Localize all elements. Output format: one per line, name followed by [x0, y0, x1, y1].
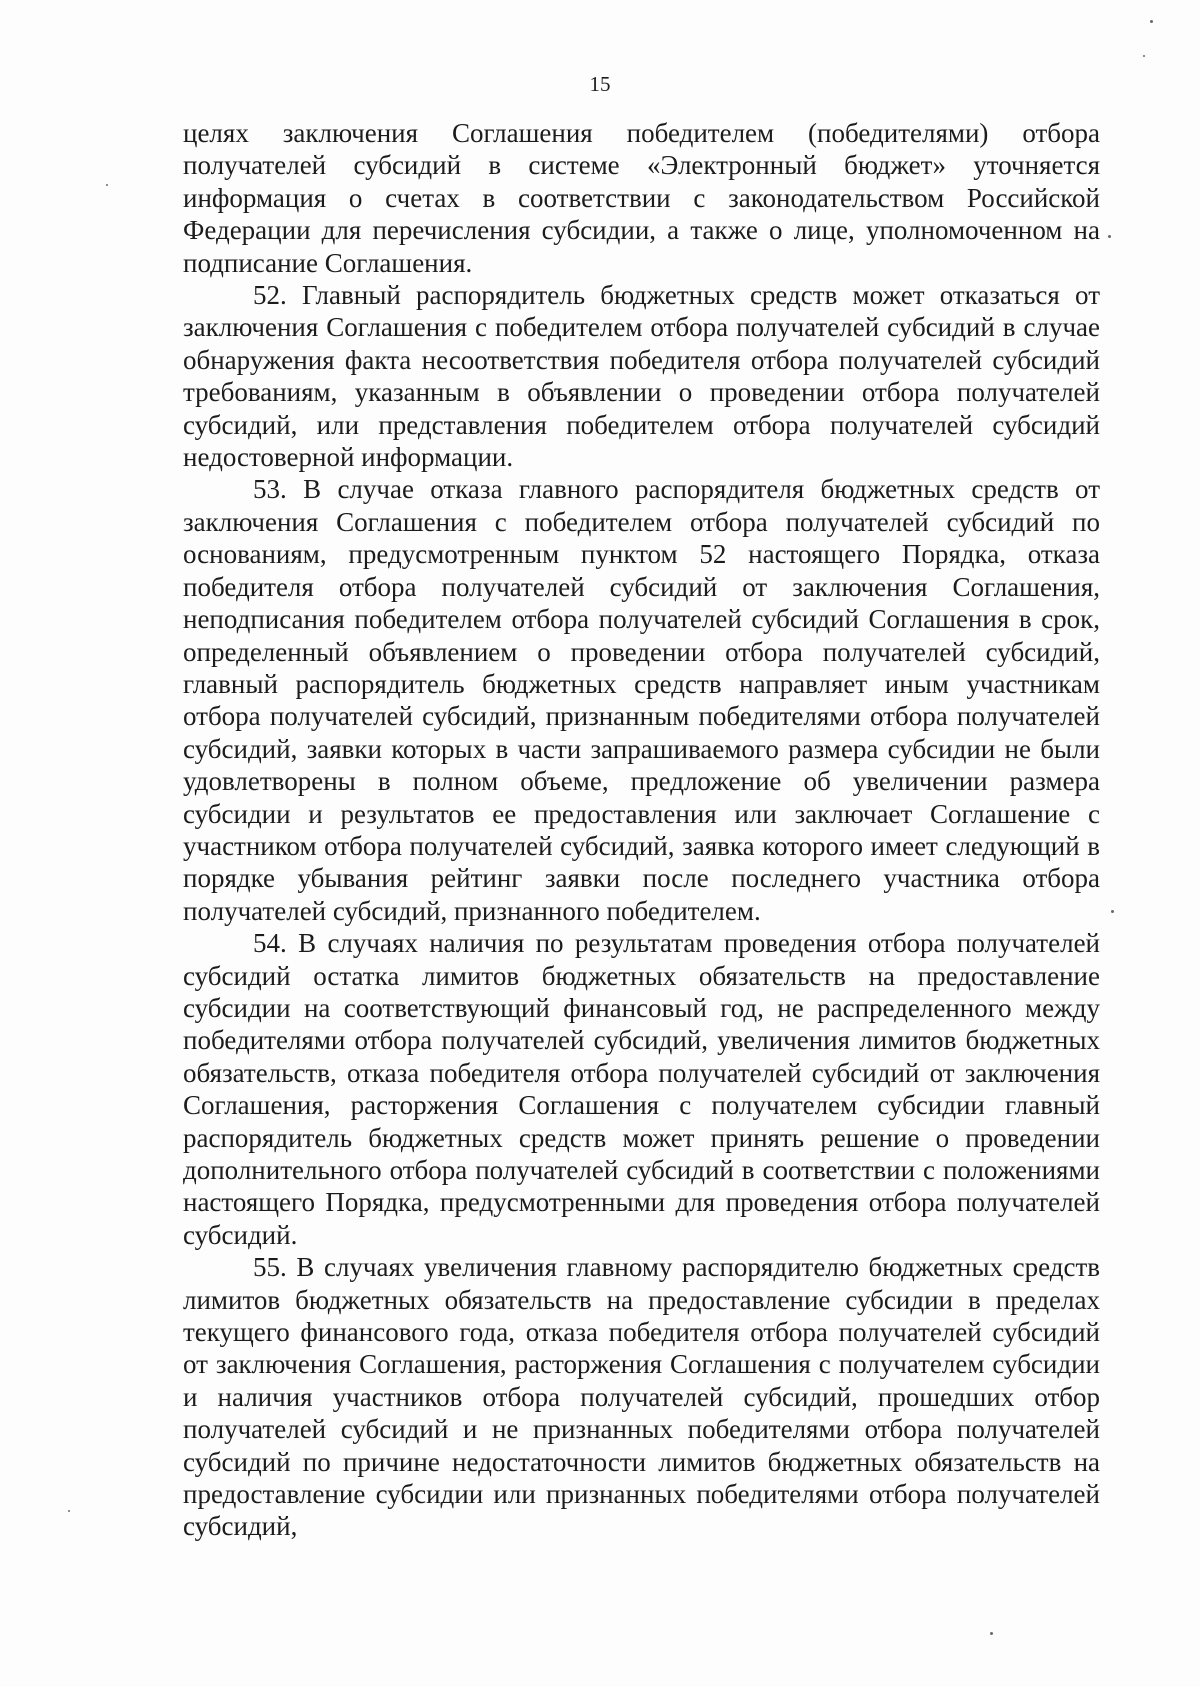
paragraph-52: 52. Главный распорядитель бюджетных средств может отказаться от заключения Соглашения с победителем отбора получателей субсидий в случае обнаружения факта несоответствия победителя отбора получателей субсидий требованиям, указанным в объявлении о проведении отбора получателей субсидий, или представления победителем отбора получателей субсидий недостоверной информации. — [183, 280, 1100, 473]
scan-speck — [1111, 910, 1114, 913]
paragraph-54: 54. В случаях наличия по результатам проведения отбора получателей субсидий остатка лимитов бюджетных обязательств на предоставление субсидии на соответствующий финансовый год, не распределенного между победителями отбора получателей субсидий, увеличения лимитов бюджетных обязательств, отказа победителя отбора получателей субсидий от заключения Соглашения, расторжения Соглашения с получателем субсидии главный распорядитель бюджетных средств может принять решение о проведении дополнительного отбора получателей субсидий в соответствии с положениями настоящего Порядка, предусмотренными для проведения отбора получателей субсидий. — [183, 928, 1100, 1250]
paragraph-continuation: целях заключения Соглашения победителем (победителями) отбора получателей субсидий в системе «Электронный бюджет» уточняется информация о счетах в соответствии с законодательством Российской Федерации для перечисления субсидии, а также о лице, уполномоченном на подписание Соглашения. — [183, 118, 1100, 278]
page-number: 15 — [589, 72, 611, 96]
scan-speck — [68, 1510, 70, 1512]
scan-speck — [1108, 235, 1111, 238]
document-body — [183, 117, 1100, 1543]
scan-speck — [106, 184, 108, 186]
scan-speck — [1150, 20, 1153, 23]
scan-speck — [990, 1632, 993, 1635]
scan-speck — [1143, 55, 1145, 57]
paragraph-55: 55. В случаях увеличения главному распорядителю бюджетных средств лимитов бюджетных обязательств на предоставление субсидии в пределах текущего финансового года, отказа победителя отбора получателей субсидий от заключения Соглашения, расторжения Соглашения с получателем субсидии и наличия участников отбора получателей субсидий, прошедших отбор получателей субсидий и не признанных победителями отбора получателей субсидий по причине недостаточности лимитов бюджетных обязательств на предоставление субсидии или признанных победителями отбора получателей субсидий, — [183, 1252, 1100, 1542]
paragraph-53: 53. В случае отказа главного распорядителя бюджетных средств от заключения Соглашения с победителем отбора получателей субсидий по основаниям, предусмотренным пунктом 52 настоящего Порядка, отказа победителя отбора получателей субсидий от заключения Соглашения, неподписания победителем отбора получателей субсидий Соглашения в срок, определенный объявлением о проведении отбора получателей субсидий, главный распорядитель бюджетных средств направляет иным участникам отбора получателей субсидий, признанным победителями отбора получателей субсидий, заявки которых в части запрашиваемого размера субсидии не были удовлетворены в полном объеме, предложение об увеличении размера субсидии и результатов ее предоставления или заключает Соглашение с участником отбора получателей субсидий, заявка которого имеет следующий в порядке убывания рейтинг заявки после последнего участника отбора получателей субсидий, признанного победителем. — [183, 474, 1100, 926]
